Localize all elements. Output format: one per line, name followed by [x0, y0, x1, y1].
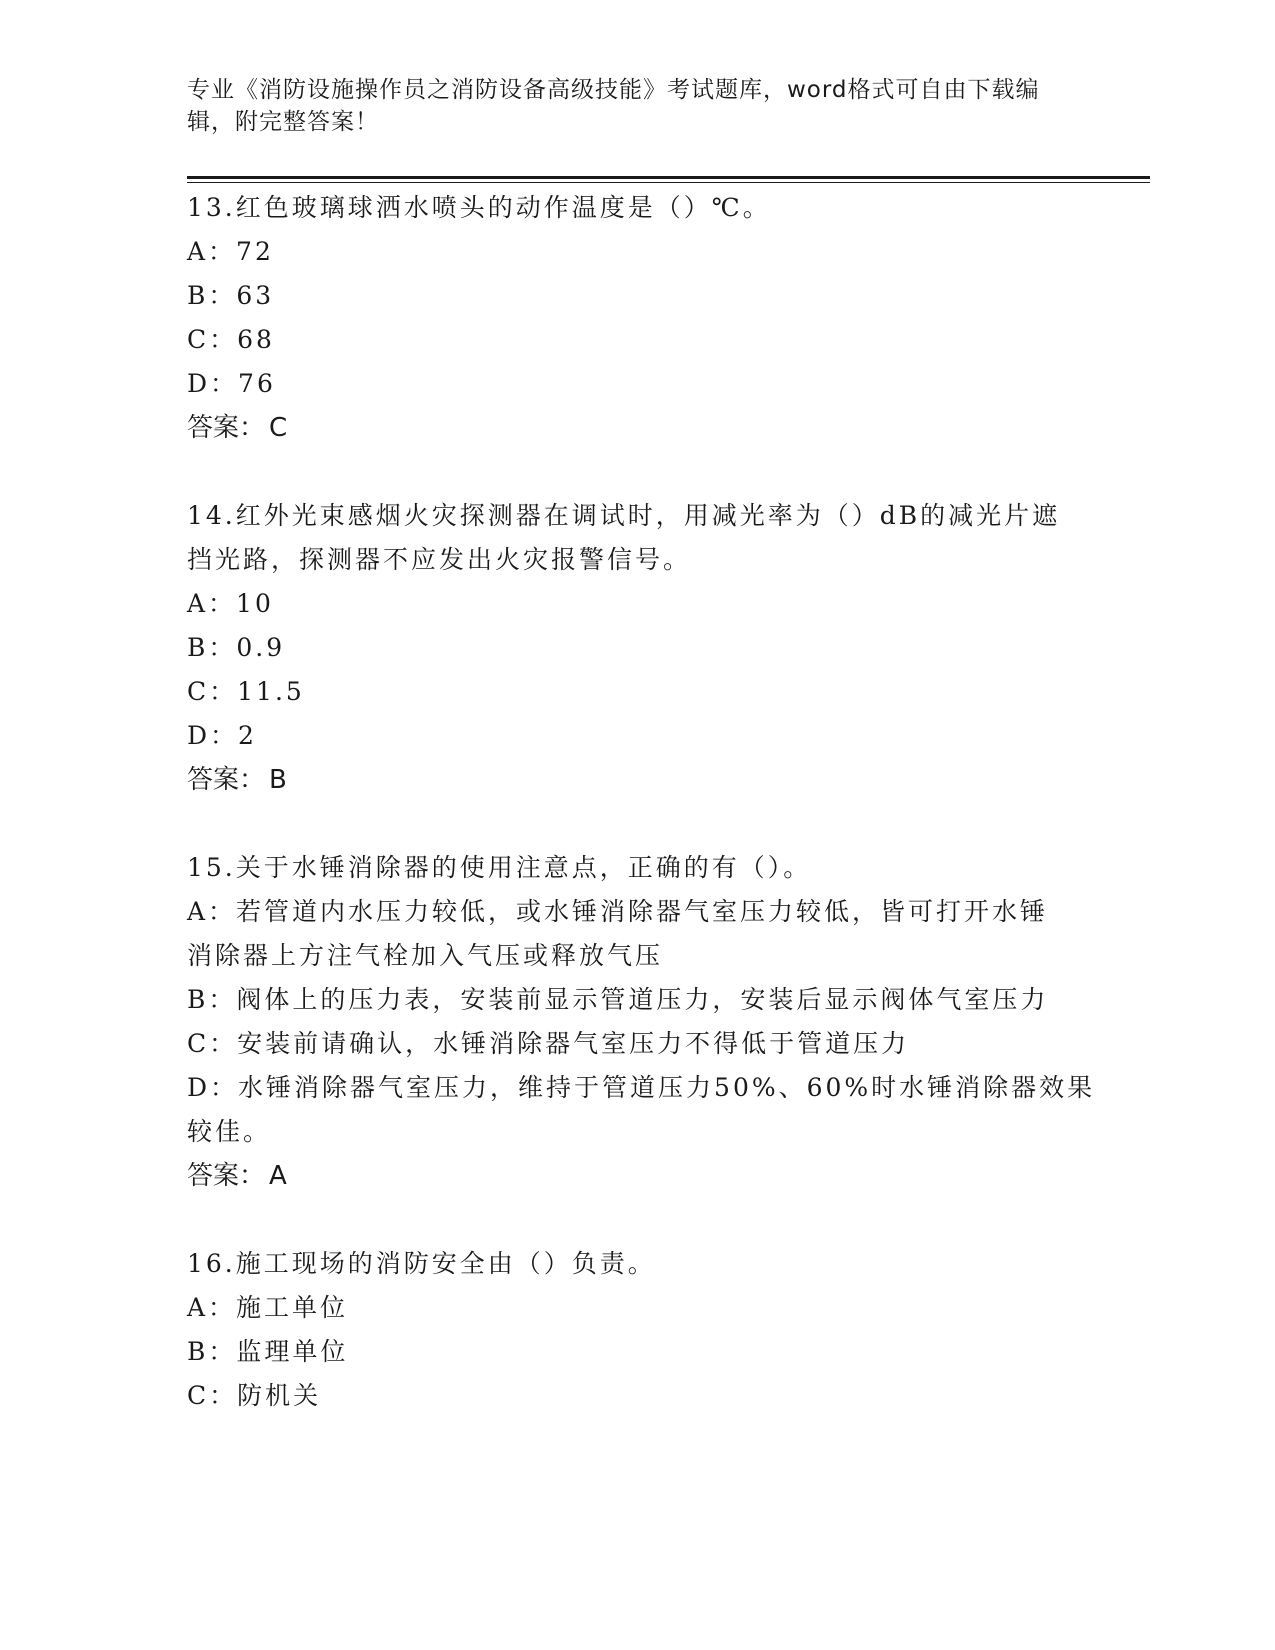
document-header	[187, 74, 1057, 138]
question-14-answer	[187, 764, 287, 796]
question-14-stem-line-1: 14.红外光束感烟火灾探测器在调试时，用减光率为（）dB的减光片遮	[187, 501, 1061, 530]
question-14-option-c: C：11.5	[187, 677, 305, 706]
question-15-option-d-line-2: 较佳。	[187, 1117, 272, 1146]
question-14-option-b: B：0.9	[187, 633, 286, 662]
question-13-option-c: C：68	[187, 325, 275, 354]
question-13-option-b: B：63	[187, 281, 275, 310]
question-13-option-a: A：72	[187, 237, 274, 266]
header-divider-thick	[187, 176, 1150, 179]
header-line-2: 辑，附完整答案！	[187, 109, 379, 135]
question-15-stem: 15.关于水锤消除器的使用注意点，正确的有（）。	[187, 853, 812, 882]
question-14-option-d: D：2	[187, 721, 257, 750]
answer-label: 答案：	[187, 413, 266, 443]
question-15-option-a-line-2: 消除器上方注气栓加入气压或释放气压	[187, 941, 664, 970]
question-16-option-c: C：防机关	[187, 1381, 322, 1410]
question-13-stem: 13.红色玻璃球洒水喷头的动作温度是（）℃。	[187, 193, 771, 222]
question-14-stem-line-2: 挡光路，探测器不应发出火灾报警信号。	[187, 545, 692, 574]
answer-value: A	[269, 1161, 287, 1191]
question-15-answer	[187, 1160, 287, 1192]
question-15-option-b: B：阀体上的压力表，安装前显示管道压力，安装后显示阀体气室压力	[187, 985, 1049, 1014]
header-divider-thin	[187, 182, 1150, 183]
question-16-stem: 16.施工现场的消防安全由（）负责。	[187, 1249, 656, 1278]
answer-value: C	[269, 413, 288, 443]
question-15-option-a-line-1: A：若管道内水压力较低，或水锤消除器气室压力较低，皆可打开水锤	[187, 897, 1049, 926]
question-16-option-a: A：施工单位	[187, 1293, 349, 1322]
header-line-1: 专业《消防设施操作员之消防设备高级技能》考试题库，word格式可自由下载编	[187, 77, 1040, 103]
question-14-option-a: A：10	[187, 589, 274, 618]
answer-label: 答案：	[187, 1161, 266, 1191]
question-15-option-d-line-1: D：水锤消除器气室压力，维持于管道压力50%、60%时水锤消除器效果	[187, 1073, 1096, 1102]
answer-value: B	[269, 765, 287, 795]
question-13-option-d: D：76	[187, 369, 276, 398]
question-16-option-b: B：监理单位	[187, 1337, 349, 1366]
question-13-answer	[187, 412, 287, 444]
answer-label: 答案：	[187, 765, 266, 795]
question-15-option-c: C：安装前请确认，水锤消除器气室压力不得低于管道压力	[187, 1029, 910, 1058]
